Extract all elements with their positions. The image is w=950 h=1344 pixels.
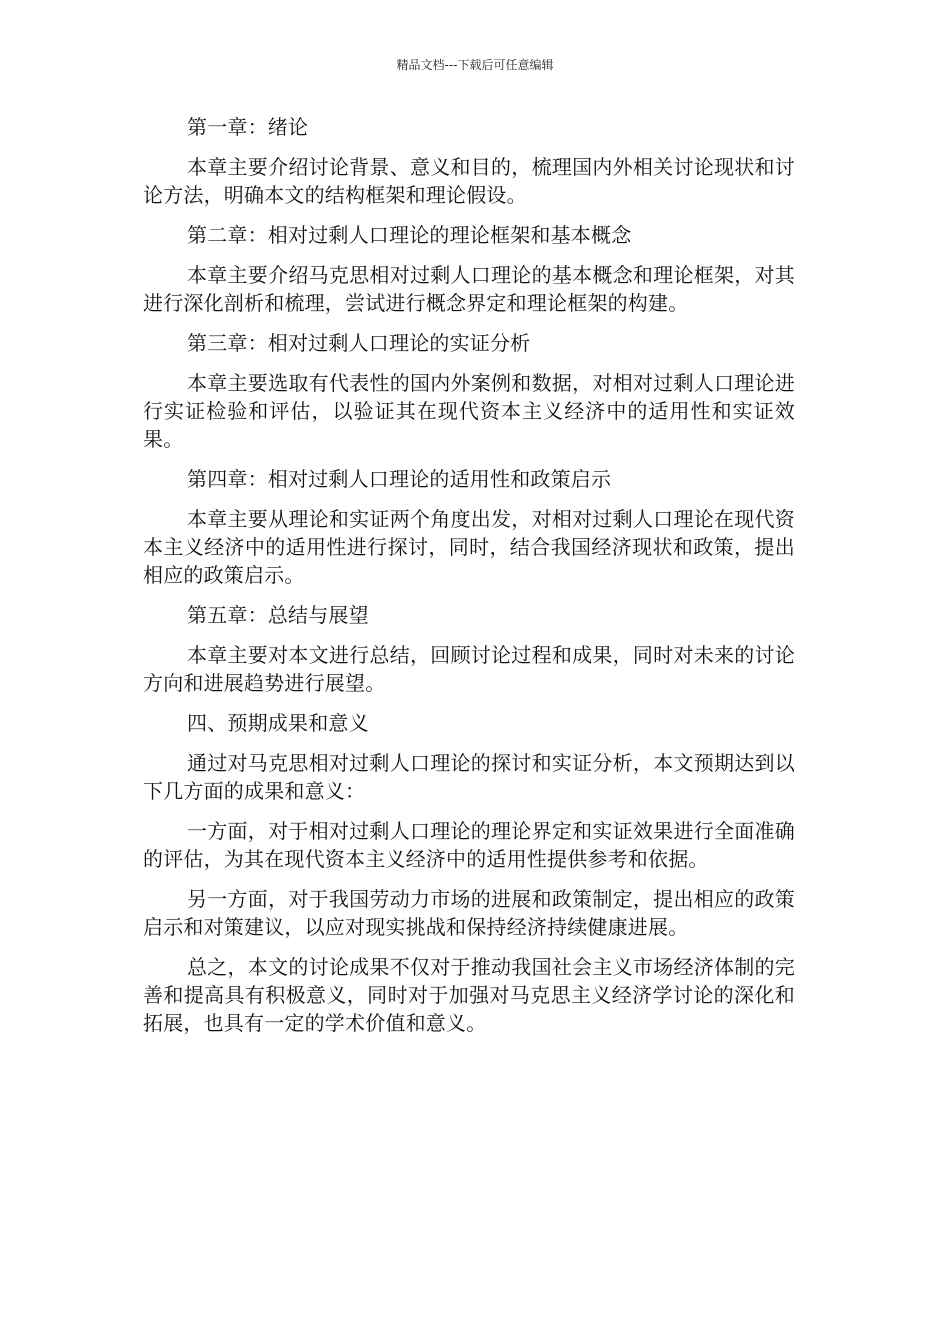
chapter-3-summary: 本章主要选取有代表性的国内外案例和数据，对相对过剩人口理论进行实证检验和评估，以验证其在现代资本主义经济中的适用性和实证效果。	[143, 371, 795, 451]
expected-results-intro: 通过对马克思相对过剩人口理论的探讨和实证分析，本文预期达到以下几方面的成果和意义：	[143, 751, 795, 803]
section-4-heading: 四、预期成果和意义	[187, 711, 369, 735]
chapter-3-heading: 第三章：相对过剩人口理论的实证分析	[187, 331, 531, 355]
chapter-1-summary: 本章主要介绍讨论背景、意义和目的，梳理国内外相关讨论现状和讨论方法，明确本文的结构框架和理论假设。	[143, 155, 795, 207]
chapter-5-heading: 第五章：总结与展望	[187, 603, 369, 627]
chapter-5-summary: 本章主要对本文进行总结，回顾讨论过程和成果，同时对未来的讨论方向和进展趋势进行展望。	[143, 643, 795, 695]
expected-results-point-1: 一方面，对于相对过剩人口理论的理论界定和实证效果进行全面准确的评估，为其在现代资本主义经济中的适用性提供参考和依据。	[143, 819, 795, 871]
expected-results-point-2: 另一方面，对于我国劳动力市场的进展和政策制定，提出相应的政策启示和对策建议，以应对现实挑战和保持经济持续健康进展。	[143, 887, 795, 939]
chapter-2-summary: 本章主要介绍马克思相对过剩人口理论的基本概念和理论框架，对其进行深化剖析和梳理，尝试进行概念界定和理论框架的构建。	[143, 263, 795, 315]
page-header: 精品文档---下载后可任意编辑	[396, 58, 554, 72]
chapter-4-heading: 第四章：相对过剩人口理论的适用性和政策启示	[187, 467, 612, 491]
chapter-2-heading: 第二章：相对过剩人口理论的理论框架和基本概念	[187, 223, 632, 247]
chapter-4-summary: 本章主要从理论和实证两个角度出发，对相对过剩人口理论在现代资本主义经济中的适用性进行探讨，同时，结合我国经济现状和政策，提出相应的政策启示。	[143, 507, 795, 587]
chapter-1-heading: 第一章：绪论	[187, 115, 309, 139]
expected-results-conclusion: 总之，本文的讨论成果不仅对于推动我国社会主义市场经济体制的完善和提高具有积极意义，同时对于加强对马克思主义经济学讨论的深化和拓展，也具有一定的学术价值和意义。	[143, 955, 795, 1035]
document-body	[143, 113, 795, 1049]
